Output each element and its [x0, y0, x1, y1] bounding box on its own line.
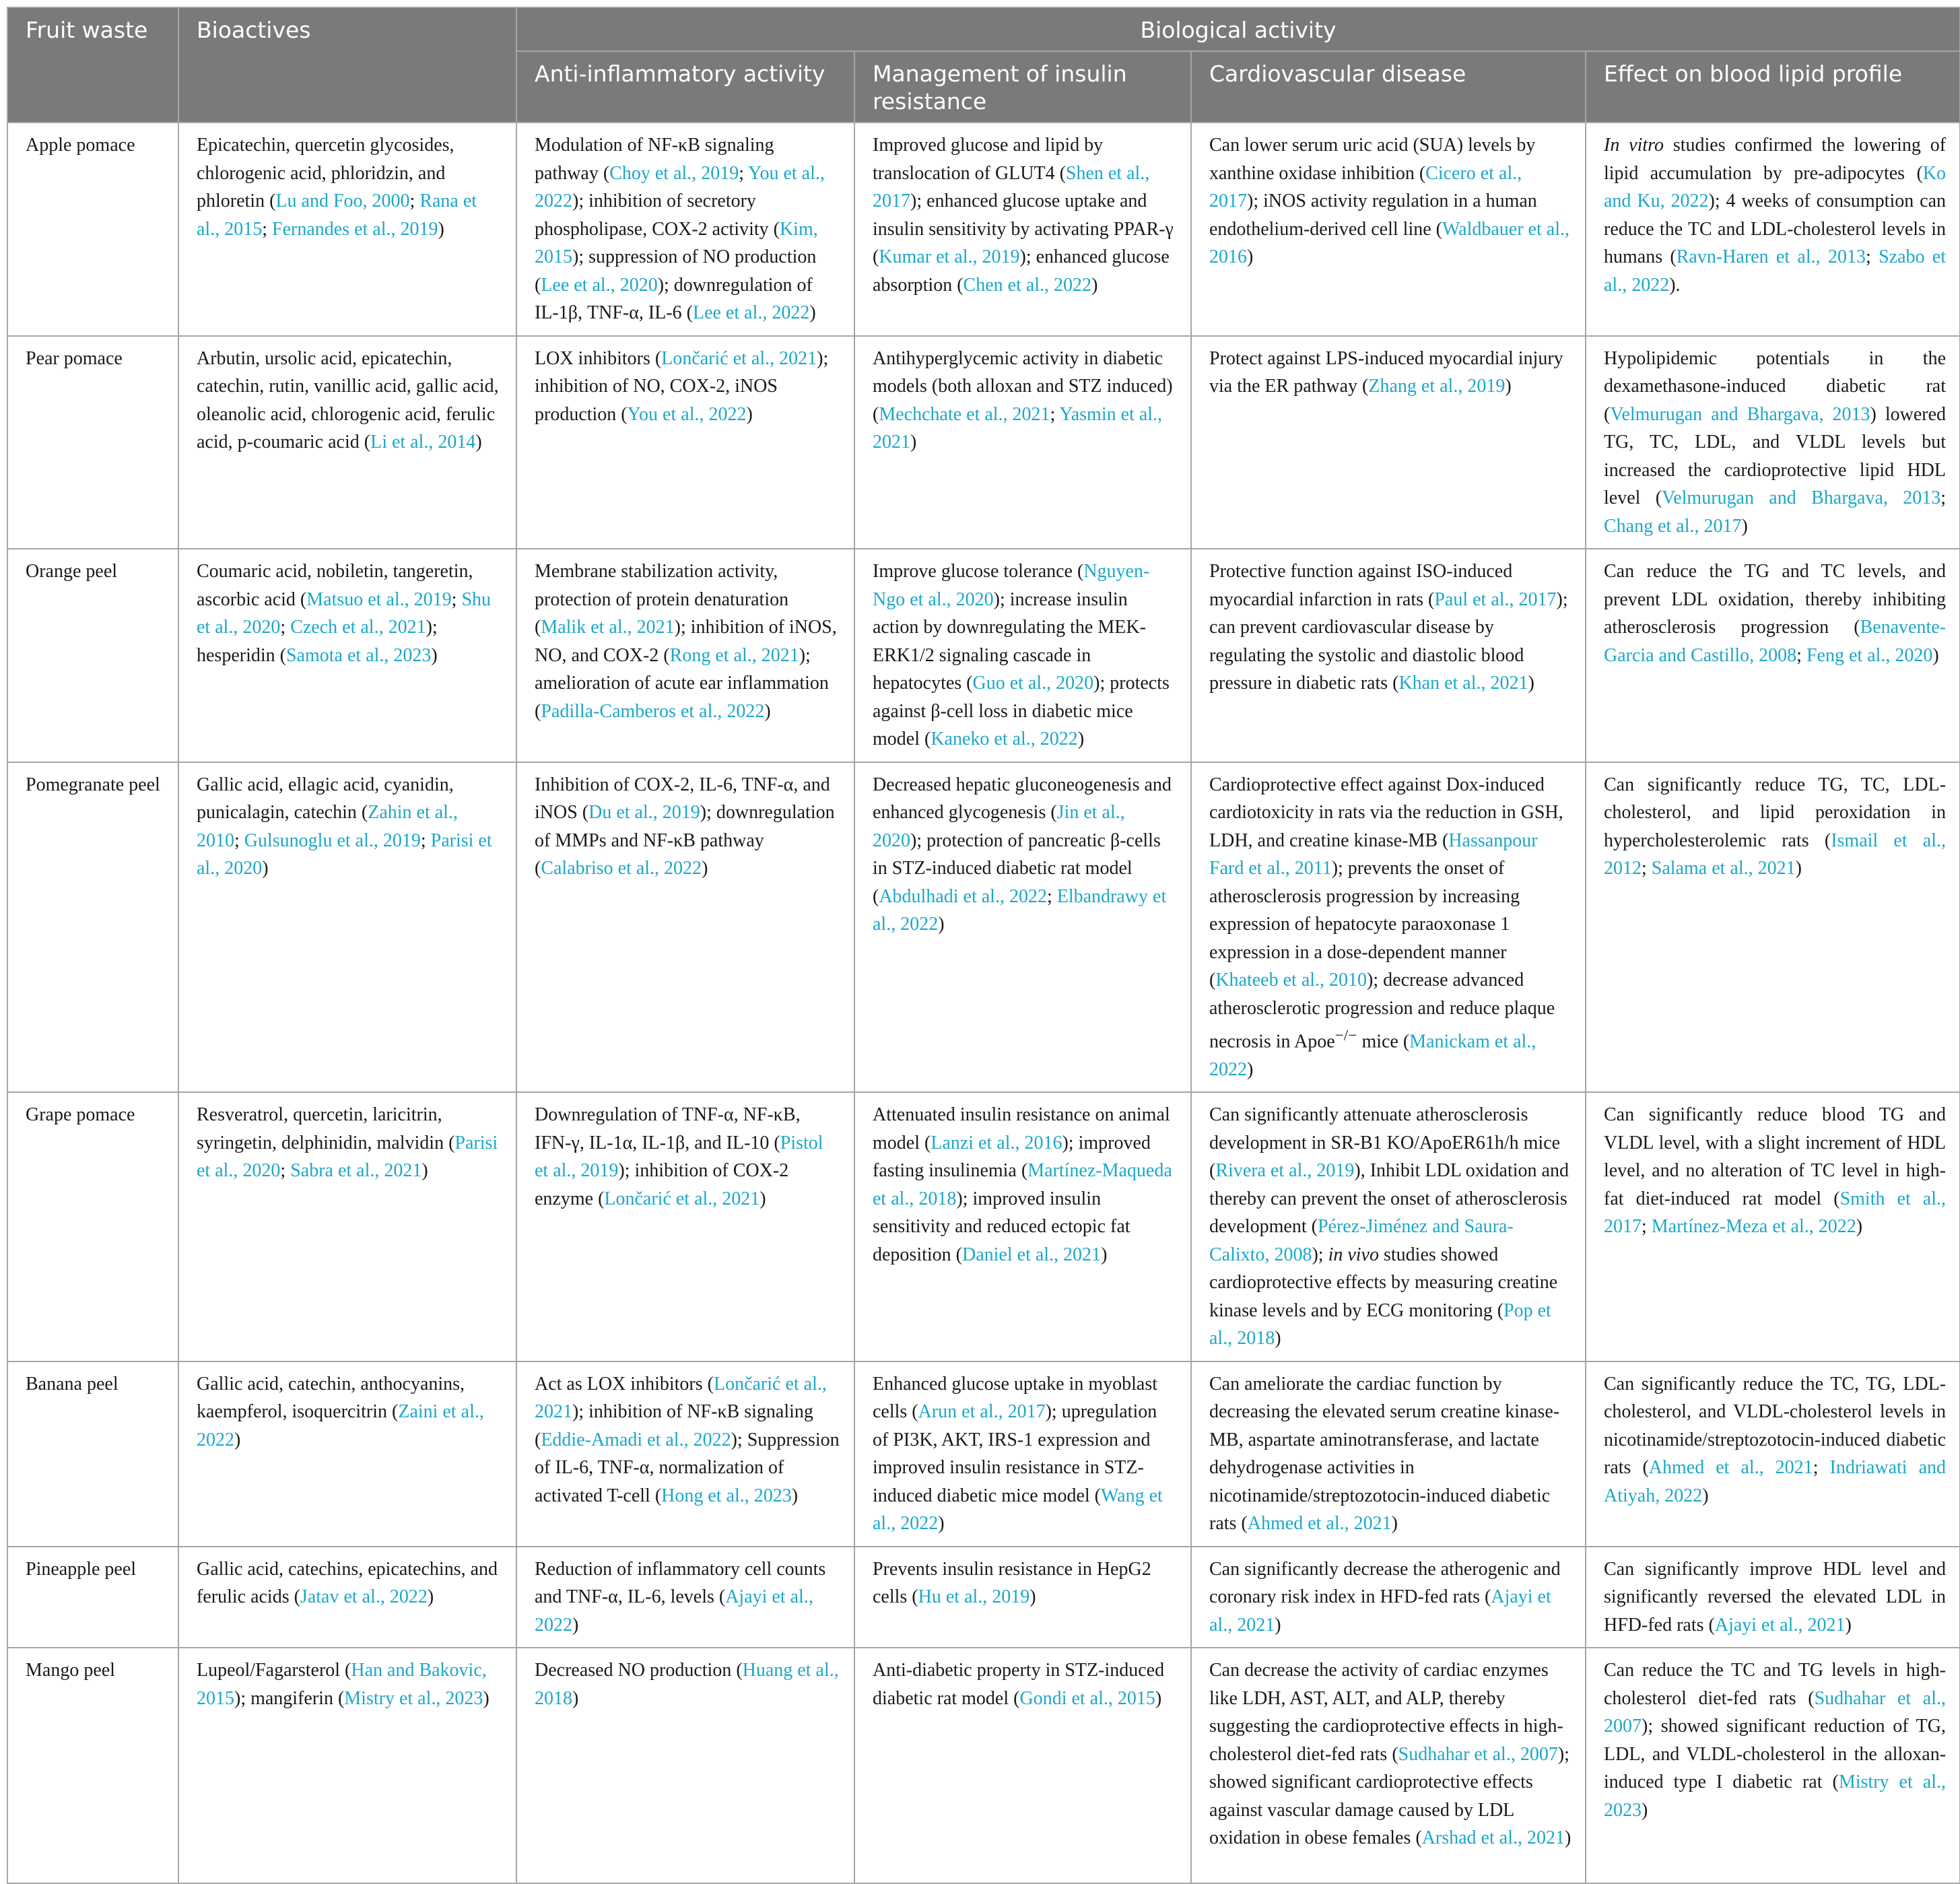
citation-link[interactable]: Arshad et al., 2021 — [1421, 1827, 1565, 1849]
cell-text: ) — [1247, 246, 1254, 267]
cell-text: Anti-diabetic property in STZ-induced diabetic rat model ( — [873, 1660, 1165, 1709]
cell-text: Decreased NO production ( — [535, 1660, 743, 1681]
cell-text: ; — [1046, 885, 1057, 907]
cell-text: Improved glucose and lipid by translocation of GLUT4 ( — [873, 135, 1104, 184]
cell-text: Can significantly decrease the atherogenic and coronary risk index in HFD-fed rats ( — [1209, 1558, 1561, 1608]
cell-text: mice ( — [1357, 1031, 1410, 1052]
citation-link[interactable]: Lee et al., 2022 — [692, 302, 810, 323]
cell-text: studies confirmed the lowering of lipid accumulation by pre-adipocytes ( — [1604, 135, 1947, 184]
header-row-1 — [7, 7, 1960, 51]
cell-text: ) — [1932, 644, 1939, 666]
citation-link[interactable]: Wang et al., 2022 — [873, 1485, 1163, 1535]
cell-text: ); inhibition of COX-2 enzyme ( — [535, 1160, 789, 1209]
citation-link[interactable]: Choy et al., 2019 — [609, 162, 739, 184]
cell-bioactives — [178, 1648, 516, 1883]
citation-link[interactable]: Parisi et al., 2020 — [197, 1132, 498, 1182]
citation-link[interactable]: Du et al., 2019 — [588, 802, 700, 823]
cell-text: ) — [759, 1188, 766, 1209]
cell-text: Enhanced glucose uptake in myoblast cells ( — [873, 1373, 1157, 1423]
cell-insulin-resistance — [854, 1547, 1191, 1648]
cell-fruit-waste: Pomegranate peel — [7, 762, 178, 1093]
cell-text: ; — [234, 830, 244, 851]
cell-fruit-waste: Pear pomace — [7, 336, 178, 549]
cell-text: Gallic acid, ellagic acid, cyanidin, punicalagin, catechin ( — [197, 774, 454, 823]
cell-text: ) — [1795, 858, 1802, 879]
citation-link[interactable]: Yasmin et al., 2021 — [873, 403, 1163, 452]
citation-link[interactable]: Chen et al., 2022 — [963, 274, 1092, 296]
cell-anti-inflammatory — [516, 549, 854, 762]
table-row — [7, 1092, 1960, 1361]
citation-link[interactable]: Ravn-Haren et al., 2013 — [1676, 246, 1866, 267]
citation-link[interactable]: Zaini et al., 2022 — [197, 1401, 484, 1450]
table-header — [7, 7, 1960, 123]
cell-text: ); protects against β-cell loss in diabetic mice model ( — [873, 673, 1170, 749]
cell-text: Can ameliorate the cardiac function by decreasing the elevated serum creatine kinase-MB, aspartate aminotransferase, and lactate dehydrogenase activities in nicotinamide/streptozotocin-induced diabetic rats ( — [1209, 1373, 1560, 1535]
citation-link[interactable]: Velmurugan and Bhargava, 2013 — [1610, 403, 1870, 425]
cell-text: Cardioprotective effect against Dox-induced cardiotoxicity in rats via the reduction in GSH, LDH, and creatine kinase-MB ( — [1209, 774, 1563, 851]
citation-link[interactable]: Ahmed et al., 2021 — [1648, 1457, 1813, 1479]
citation-link[interactable]: Salama et al., 2021 — [1651, 858, 1796, 879]
cell-text: ) — [1528, 673, 1534, 694]
cell-cardiovascular — [1191, 1648, 1586, 1883]
table-row — [7, 1547, 1960, 1648]
citation-link[interactable]: Lee et al., 2020 — [541, 274, 658, 296]
citation-link[interactable]: Jin et al., 2020 — [873, 802, 1125, 851]
cell-text: Antihyperglycemic activity in diabetic models (both alloxan and STZ induced) ( — [873, 347, 1173, 425]
citation-link[interactable]: Kaneko et al., 2022 — [931, 729, 1078, 749]
cell-text: Can reduce the TC and TG levels in high-cholesterol diet-fed rats ( — [1604, 1660, 1947, 1709]
citation-link[interactable]: Manickam et al., 2022 — [1209, 1031, 1536, 1080]
cell-text: Can significantly improve HDL level and significantly reversed the elevated LDL in HFD-fed rats ( — [1604, 1558, 1947, 1636]
citation-link[interactable]: Martínez-Meza et al., 2022 — [1651, 1216, 1856, 1238]
cell-text: Epicatechin, quercetin glycosides, chlorogenic acid, phloridzin, and phloretin ( — [197, 135, 454, 211]
citation-link[interactable]: Ajayi et al., 2021 — [1209, 1586, 1551, 1636]
cell-text: ) — [764, 700, 771, 722]
cell-text: ; — [280, 617, 291, 638]
table-row — [7, 1361, 1960, 1547]
citation-link[interactable]: Abdulhadi et al., 2022 — [879, 885, 1047, 907]
citation-link[interactable]: Rong et al., 2021 — [669, 644, 799, 666]
cell-fruit-waste: Orange peel — [7, 549, 178, 762]
cell-text: Can decrease the activity of cardiac enzymes like LDH, AST, ALT, and ALP, thereby suggesting the cardioprotective effects in high-cholesterol diet-fed rats ( — [1209, 1660, 1563, 1765]
cell-text: ; — [1796, 644, 1806, 666]
cell-fruit-waste: Apple pomace — [7, 123, 178, 336]
cell-text: ) — [1856, 1216, 1863, 1238]
cell-text: ) — [572, 1614, 579, 1636]
citation-link[interactable]: Jatav et al., 2022 — [300, 1586, 428, 1608]
cell-text: Protect against LPS-induced myocardial injury via the ER pathway ( — [1209, 347, 1563, 397]
header-cardiovascular: Cardiovascular disease — [1191, 51, 1586, 123]
cell-text: ) — [938, 914, 945, 935]
cell-fruit-waste: Banana peel — [7, 1361, 178, 1547]
citation-link[interactable]: Samota et al., 2023 — [285, 644, 432, 666]
cell-text: ) — [1642, 1799, 1648, 1821]
cell-text: ) — [1741, 515, 1748, 537]
cell-text: ) — [1505, 376, 1512, 397]
cell-text: ), Inhibit LDL oxidation and thereby can prevent the onset of atherosclerosis development ( — [1209, 1160, 1569, 1238]
cell-bioactives — [178, 1361, 516, 1547]
cell-text: ; — [1642, 1216, 1652, 1238]
cell-text: ); iNOS activity regulation in a human endothelium-derived cell line ( — [1209, 191, 1537, 240]
cell-text: ; — [1940, 487, 1947, 508]
citation-link[interactable]: Calabriso et al., 2022 — [541, 858, 702, 879]
citation-link[interactable]: You et al., 2022 — [535, 162, 825, 211]
cell-text: ); decrease advanced atherosclerotic progression and reduce plaque necrosis in Apoe — [1209, 970, 1555, 1052]
cell-text: ); downregulation of MMPs and NF-κB pathway ( — [535, 802, 835, 879]
cell-text: ) — [1702, 1485, 1709, 1506]
cell-lipid-profile — [1586, 549, 1960, 762]
citation-link[interactable]: Nguyen-Ngo et al., 2020 — [873, 561, 1150, 610]
cell-anti-inflammatory — [516, 123, 854, 336]
citation-link[interactable]: Fernandes et al., 2019 — [272, 218, 438, 240]
cell-text: ); improved fasting insulinemia ( — [873, 1132, 1151, 1182]
citation-link[interactable]: Sudhahar et al., 2007 — [1398, 1743, 1558, 1765]
cell-text: ); showed significant reduction of TG, LDL, and VLDL-cholesterol in the alloxan-induced type I diabetic rat ( — [1604, 1716, 1947, 1793]
citation-link[interactable]: Zahin et al., 2010 — [197, 802, 458, 851]
table-row — [7, 549, 1960, 762]
citation-link[interactable]: Czech et al., 2021 — [290, 617, 426, 638]
citation-link[interactable]: Feng et al., 2020 — [1806, 644, 1933, 666]
cell-text: Can significantly reduce TG, TC, LDL-cholesterol, and lipid peroxidation in hypercholesterolemic rats ( — [1604, 774, 1947, 851]
cell-text: ); enhanced glucose uptake and insulin sensitivity by activating PPAR-γ ( — [873, 191, 1174, 267]
citation-link[interactable]: Chang et al., 2017 — [1604, 515, 1742, 537]
cell-lipid-profile — [1586, 1092, 1960, 1361]
header-insulin-resistance: Management of insulin resistance — [854, 51, 1191, 123]
cell-bioactives — [178, 336, 516, 549]
cell-text: ) — [1564, 1827, 1572, 1849]
citation-link[interactable]: Lončarić et al., 2021 — [535, 1373, 827, 1423]
cell-anti-inflammatory — [516, 762, 854, 1093]
citation-link[interactable]: Pistol et al., 2019 — [535, 1132, 823, 1182]
cell-text: Resveratrol, quercetin, laricitrin, syringetin, delphinidin, malvidin ( — [197, 1104, 455, 1153]
cell-text: Downregulation of TNF-α, NF-κB, IFN-γ, IL-1α, IL-1β, and IL-10 ( — [535, 1104, 801, 1153]
citation-link[interactable]: Shen et al., 2017 — [873, 162, 1150, 211]
cell-text: Membrane stabilization activity, protection of protein denaturation ( — [535, 561, 789, 638]
cell-text: Can reduce the TG and TC levels, and prevent LDL oxidation, thereby inhibiting atherosclerosis progression ( — [1604, 561, 1947, 638]
citation-link[interactable]: Ko and Ku, 2022 — [1604, 162, 1947, 211]
citation-link[interactable]: Lanzi et al., 2016 — [931, 1132, 1062, 1153]
citation-link[interactable]: Eddie-Amadi et al., 2022 — [541, 1429, 731, 1450]
citation-link[interactable]: Ajayi et al., 2022 — [535, 1586, 813, 1636]
cell-lipid-profile — [1586, 1648, 1960, 1883]
cell-cardiovascular — [1191, 336, 1586, 549]
cell-text: ); inhibition of NF-κB signaling ( — [535, 1401, 813, 1450]
cell-text: ); inhibition of NO, COX-2, iNOS production ( — [535, 347, 829, 425]
superscript-text: −/− — [1334, 1027, 1357, 1044]
cell-anti-inflammatory — [516, 1092, 854, 1361]
citation-link[interactable]: Elbandrawy et al., 2022 — [873, 885, 1167, 935]
table-row — [7, 1648, 1960, 1883]
citation-link[interactable]: Mechchate et al., 2021 — [879, 403, 1050, 425]
citation-link[interactable]: Han and Bakovic, 2015 — [197, 1660, 487, 1709]
citation-link[interactable]: Mistry et al., 2023 — [344, 1687, 483, 1709]
cell-text: ); inhibition of secretory phospholipase, COX-2 activity ( — [535, 191, 780, 240]
cell-bioactives — [178, 1547, 516, 1648]
table-row — [7, 336, 1960, 549]
citation-link[interactable]: Hu et al., 2019 — [918, 1586, 1030, 1608]
cell-text: ; — [451, 588, 462, 610]
cell-text: ); prevents the onset of atherosclerosis progression by increasing expression of hepatocyte paraoxonase 1 expression in a dose-dependent manner ( — [1209, 858, 1520, 990]
cell-lipid-profile — [1586, 336, 1960, 549]
citation-link[interactable]: Paul et al., 2017 — [1434, 588, 1557, 610]
citation-link[interactable]: Khan et al., 2021 — [1398, 673, 1528, 694]
citation-link[interactable]: Malik et al., 2021 — [541, 617, 675, 638]
citation-link[interactable]: Ismail et al., 2012 — [1604, 830, 1947, 879]
cell-text: ) — [1029, 1586, 1036, 1608]
citation-link[interactable]: Rivera et al., 2019 — [1215, 1160, 1355, 1182]
cell-text: ) — [1845, 1614, 1852, 1636]
cell-text: ; — [280, 1160, 291, 1182]
cell-text: Decreased hepatic gluconeogenesis and enhanced glycogenesis ( — [873, 774, 1172, 823]
citation-link[interactable]: Huang et al., 2018 — [535, 1660, 839, 1709]
citation-link[interactable]: Hassanpour Fard et al., 2011 — [1209, 830, 1538, 879]
cell-text: ) — [1091, 274, 1098, 296]
cell-text: Act as LOX inhibitors ( — [535, 1373, 714, 1394]
citation-link[interactable]: Zhang et al., 2019 — [1368, 376, 1506, 397]
cell-text: ) lowered TG, TC, LDL, and VLDL levels but increased the cardioprotective lipid HDL level ( — [1604, 403, 1947, 508]
cell-text: ) — [1155, 1687, 1162, 1709]
citation-link[interactable]: Benavente-Garcia and Castillo, 2008 — [1604, 617, 1947, 666]
cell-text: Improve glucose tolerance ( — [873, 561, 1084, 582]
citation-link[interactable]: Matsuo et al., 2019 — [306, 588, 452, 610]
citation-link[interactable]: Pop et al., 2018 — [1209, 1300, 1551, 1349]
cell-text: ) — [910, 432, 917, 452]
citation-link[interactable]: Sudhahar et al., 2007 — [1604, 1687, 1947, 1737]
citation-link[interactable]: You et al., 2022 — [627, 403, 747, 425]
cell-bioactives — [178, 549, 516, 762]
cell-text: ); 4 weeks of consumption can reduce the TC and LDL-cholesterol levels in humans ( — [1604, 191, 1947, 267]
cell-text: ) — [438, 218, 444, 240]
citation-link[interactable]: Shu et al., 2020 — [197, 588, 492, 638]
cell-cardiovascular — [1191, 1547, 1586, 1648]
cell-text: ) — [1391, 1513, 1398, 1535]
table-body — [7, 123, 1960, 1883]
cell-text: ); — [1312, 1244, 1328, 1265]
citation-link[interactable]: Szabo et al., 2022 — [1604, 246, 1947, 296]
citation-link[interactable]: Sabra et al., 2021 — [290, 1160, 422, 1182]
citation-link[interactable]: Ahmed et al., 2021 — [1247, 1513, 1392, 1535]
citation-link[interactable]: Pérez-Jiménez and Saura-Calixto, 2008 — [1209, 1216, 1514, 1265]
cell-text: ); hesperidin ( — [197, 617, 438, 666]
citation-link[interactable]: Khateeb et al., 2010 — [1215, 970, 1367, 990]
cell-insulin-resistance — [854, 336, 1191, 549]
citation-link[interactable]: Lončarić et al., 2021 — [604, 1188, 760, 1209]
cell-text: ); inhibition of iNOS, NO, and COX-2 ( — [535, 617, 837, 666]
cell-text: ) — [421, 1160, 428, 1182]
cell-text: ); enhanced glucose absorption ( — [873, 246, 1170, 296]
cell-text: ) — [431, 644, 438, 666]
cell-text: studies showed cardioprotective effects by measuring creatine kinase levels and by ECG monitoring ( — [1209, 1244, 1558, 1321]
citation-link[interactable]: Li et al., 2014 — [370, 432, 476, 452]
cell-anti-inflammatory — [516, 1361, 854, 1547]
cell-text: Gallic acid, catechin, anthocyanins, kaempferol, isoquercitrin ( — [197, 1373, 465, 1423]
cell-anti-inflammatory — [516, 1648, 854, 1883]
cell-text: Hypolipidemic potentials in the dexamethasone-induced diabetic rat ( — [1604, 347, 1947, 425]
citation-link[interactable]: Arun et al., 2017 — [918, 1401, 1046, 1423]
header-anti-inflammatory: Anti-inflammatory activity — [516, 51, 854, 123]
citation-link[interactable]: Gondi et al., 2015 — [1019, 1687, 1155, 1709]
cell-text: ) — [1275, 1614, 1281, 1636]
cell-text: Can lower serum uric acid (SUA) levels by xanthine oxidase inhibition ( — [1209, 135, 1536, 184]
cell-cardiovascular — [1191, 549, 1586, 762]
cell-text: ); can prevent cardiovascular disease by regulating the systolic and diastolic blood pressure in diabetic rats ( — [1209, 588, 1568, 694]
cell-text: ) — [483, 1687, 489, 1709]
cell-fruit-waste: Grape pomace — [7, 1092, 178, 1361]
cell-text: ) — [809, 302, 816, 323]
header-biological-activity: Biological activity — [516, 7, 1960, 51]
cell-text: ) — [1101, 1244, 1108, 1265]
cell-text: Arbutin, ursolic acid, epicatechin, catechin, rutin, vanillic acid, gallic acid, oleanolic acid, chlorogenic acid, ferulic acid, p-coumaric acid ( — [197, 347, 499, 452]
cell-text: ) — [572, 1687, 579, 1709]
citation-link[interactable]: Padilla-Camberos et al., 2022 — [541, 700, 765, 722]
cell-text: ); showed significant cardioprotective effects against vascular damage caused by LDL oxidation in obese females ( — [1209, 1743, 1569, 1849]
citation-link[interactable]: Rana et al., 2015 — [197, 191, 477, 240]
cell-anti-inflammatory — [516, 1547, 854, 1648]
cell-text: ; — [1813, 1457, 1830, 1479]
cell-text: ) — [427, 1586, 434, 1608]
cell-text: ) — [1247, 1058, 1254, 1080]
cell-text: ) — [234, 1429, 241, 1450]
citation-link[interactable]: Parisi et al., 2020 — [197, 830, 492, 879]
cell-cardiovascular — [1191, 1092, 1586, 1361]
cell-text: ) — [791, 1485, 799, 1506]
cell-text: ); increase insulin action by downregulating the MEK-ERK1/2 signaling cascade in hepatocytes ( — [873, 588, 1146, 694]
cell-fruit-waste: Mango peel — [7, 1648, 178, 1883]
cell-insulin-resistance — [854, 1092, 1191, 1361]
citation-link[interactable]: Kim, 2015 — [535, 218, 818, 267]
cell-insulin-resistance — [854, 1648, 1191, 1883]
cell-text: ; — [1050, 403, 1060, 425]
citation-link[interactable]: Gulsunoglu et al., 2019 — [244, 830, 421, 851]
cell-text: Can significantly reduce the TC, TG, LDL-cholesterol, and VLDL-cholesterol levels in nicotinamide/streptozotocin-induced diabetic rats ( — [1604, 1373, 1947, 1479]
cell-text: ; — [262, 218, 272, 240]
header-fruit-waste: Fruit waste — [7, 7, 178, 123]
cell-bioactives — [178, 1092, 516, 1361]
cell-text: Can significantly attenuate atherosclerosis development in SR-B1 KO/ApoER61h/h mice ( — [1209, 1104, 1561, 1182]
cell-text: ); upregulation of PI3K, AKT, IRS-1 expression and improved insulin resistance in STZ-induced diabetic mice model ( — [873, 1401, 1157, 1506]
cell-text: Modulation of NF-κB signaling pathway ( — [535, 135, 774, 184]
citation-link[interactable]: Mistry et al., 2023 — [1604, 1772, 1947, 1821]
cell-text: ); suppression of NO production ( — [535, 246, 817, 296]
citation-link[interactable]: Indriawati and Atiyah, 2022 — [1604, 1457, 1947, 1506]
cell-text: Attenuated insulin resistance on animal model ( — [873, 1104, 1170, 1153]
cell-text: Protective function against ISO-induced myocardial infarction in rats ( — [1209, 561, 1513, 610]
cell-text: LOX inhibitors ( — [535, 347, 662, 369]
citation-link[interactable]: Daniel et al., 2021 — [962, 1244, 1102, 1265]
cell-text: ); amelioration of acute ear inflammation ( — [535, 644, 829, 722]
cell-text: ); downregulation of IL-1β, TNF-α, IL-6 ( — [535, 274, 813, 323]
cell-text: ) — [702, 858, 708, 879]
cell-text: Gallic acid, catechins, epicatechins, and ferulic acids ( — [197, 1558, 498, 1608]
cell-text: ). — [1669, 274, 1681, 296]
cell-text: ); improved insulin sensitivity and reduced ectopic fat deposition ( — [873, 1188, 1130, 1265]
cell-insulin-resistance — [854, 762, 1191, 1093]
cell-text: ) — [746, 403, 753, 425]
biological-activity-table — [7, 7, 1960, 1884]
cell-lipid-profile — [1586, 1547, 1960, 1648]
citation-link[interactable]: Lu and Foo, 2000 — [275, 191, 410, 211]
citation-link[interactable]: Cicero et al., 2017 — [1209, 162, 1522, 211]
cell-cardiovascular — [1191, 762, 1586, 1093]
citation-link[interactable]: Guo et al., 2020 — [972, 673, 1094, 694]
citation-link[interactable]: Velmurugan and Bhargava, 2013 — [1662, 487, 1941, 508]
cell-text: ); mangiferin ( — [234, 1687, 345, 1709]
cell-lipid-profile — [1586, 1361, 1960, 1547]
citation-link[interactable]: Lončarić et al., 2021 — [661, 347, 817, 369]
cell-text: ) — [938, 1513, 945, 1535]
cell-text: Lupeol/Fagarsterol ( — [197, 1660, 351, 1681]
cell-text: Reduction of inflammatory cell counts and TNF-α, IL-6, levels ( — [535, 1558, 826, 1608]
cell-bioactives — [178, 123, 516, 336]
cell-text: ) — [475, 432, 482, 452]
table-row — [7, 762, 1960, 1093]
cell-cardiovascular — [1191, 123, 1586, 336]
citation-link[interactable]: Ajayi et al., 2021 — [1714, 1614, 1846, 1636]
cell-insulin-resistance — [854, 1361, 1191, 1547]
cell-text: ; — [409, 191, 420, 211]
cell-text: ) — [1275, 1328, 1281, 1349]
cell-text: ; — [420, 830, 431, 851]
cell-text: Inhibition of COX-2, IL-6, TNF-α, and iNOS ( — [535, 774, 830, 823]
citation-link[interactable]: Waldbauer et al., 2016 — [1209, 218, 1569, 267]
citation-link[interactable]: Hong et al., 2023 — [661, 1485, 792, 1506]
table-row — [7, 123, 1960, 336]
header-bioactives: Bioactives — [178, 7, 516, 123]
italic-text: in vivo — [1328, 1244, 1379, 1265]
cell-text: Prevents insulin resistance in HepG2 cells ( — [873, 1558, 1151, 1608]
cell-lipid-profile — [1586, 762, 1960, 1093]
cell-text: ) — [262, 858, 269, 879]
cell-insulin-resistance — [854, 123, 1191, 336]
cell-text: ; — [1865, 246, 1879, 267]
italic-text: In vitro — [1604, 135, 1664, 156]
cell-text: ; — [739, 162, 749, 184]
cell-lipid-profile — [1586, 123, 1960, 336]
citation-link[interactable]: Smith et al., 2017 — [1604, 1188, 1947, 1238]
cell-anti-inflammatory — [516, 336, 854, 549]
cell-fruit-waste: Pineapple peel — [7, 1547, 178, 1648]
cell-text: ; — [1642, 858, 1652, 879]
cell-text: Can significantly reduce blood TG and VLDL level, with a slight increment of HDL level, and no alteration of TC level in high-fat diet-induced rat model ( — [1604, 1104, 1947, 1209]
cell-insulin-resistance — [854, 549, 1191, 762]
header-lipid-profile: Effect on blood lipid profile — [1586, 51, 1960, 123]
cell-text: ); protection of pancreatic β-cells in STZ-induced diabetic rat model ( — [873, 830, 1161, 907]
cell-bioactives — [178, 762, 516, 1093]
cell-text: ); Suppression of IL-6, TNF-α, normalization of activated T-cell ( — [535, 1429, 840, 1506]
cell-text: ) — [1077, 729, 1085, 749]
citation-link[interactable]: Martínez-Maqueda et al., 2018 — [873, 1160, 1172, 1209]
cell-text: Coumaric acid, nobiletin, tangeretin, ascorbic acid ( — [197, 561, 473, 610]
citation-link[interactable]: Kumar et al., 2019 — [879, 246, 1020, 267]
cell-cardiovascular — [1191, 1361, 1586, 1547]
